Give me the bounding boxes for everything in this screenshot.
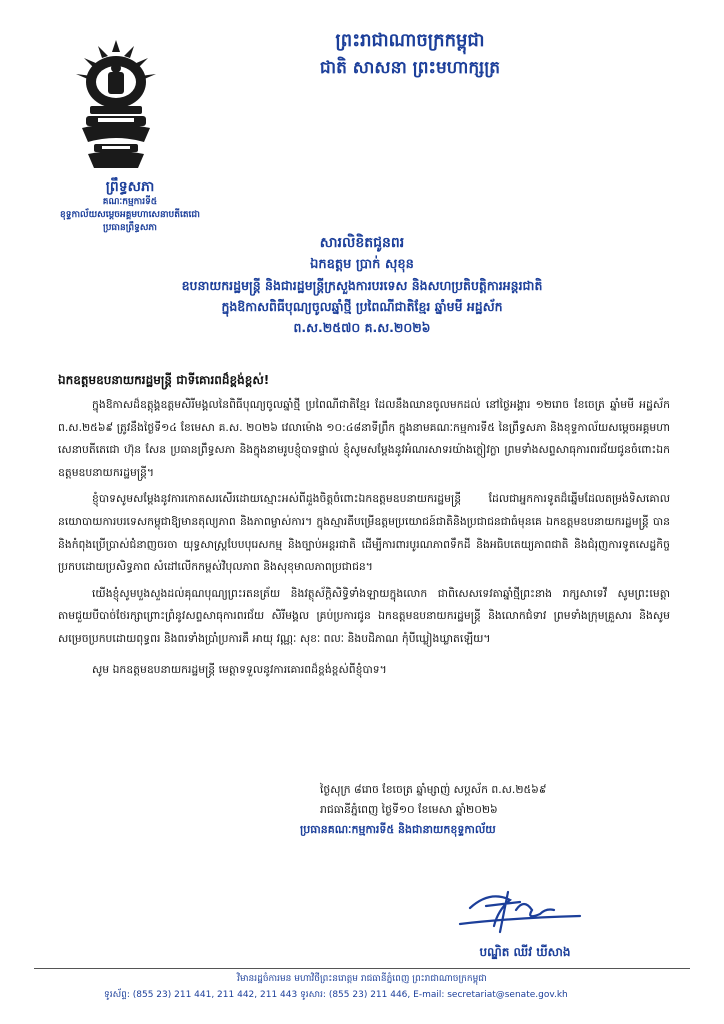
national-motto: ជាតិ សាសនា ព្រះមហាក្សត្រ	[319, 58, 501, 78]
footer-divider	[34, 968, 690, 969]
title-line-2: ឯកឧត្តម ប្រាក់ សុខុន	[310, 257, 414, 272]
letter-body	[58, 394, 670, 685]
signer-name: បណ្ឌិត ឈីវ ឃីសាង	[479, 945, 571, 959]
letter-title	[60, 232, 664, 338]
cabinet-name: ខុទ្ទកាល័យសម្ដេចអគ្គមហាសេនាបតីតេជោ	[60, 210, 200, 220]
kingdom-heading: ព្រះរាជាណាចក្រកម្ពុជា	[335, 30, 485, 51]
lunar-date: ថ្ងៃសុក្រ ៨រោច ខែចេត្រ ឆ្នាំម្សាញ់ សប្តស័ក ព.ស.២៥៦៩	[320, 783, 547, 796]
signer-title: ប្រធានគណៈកម្មការទី៥ និងជានាយកខុទ្ទកាល័យ	[300, 823, 496, 836]
paragraph-2: ខ្ញុំបាទសូមសម្ដែងនូវការកោតសរសើរដោយស្មោះអស់ពីដួងចិត្តចំពោះឯកឧត្តមឧបនាយករដ្ឋមន្ត្រី ដែលជាអ្នកការទូតដ៏ឆ្នើមដែលតម្រង់ទិសគោលនយោបាយការបរទេសកម្ពុជាឱ្យមានតុល្យភាព និងភាពម្ចាស់ការ។ ក្នុងស្មារតីបម្រើឧត្តមប្រយោជន៍ជាតិនិងប្រជាជនជាធំមុនគេ ឯកឧត្តមឧបនាយករដ្ឋមន្ត្រី បាននិងកំពុងប្រើប្រាស់ជំនាញចរចា យុទ្ធសាស្ត្របែបបុរេសកម្ម និងច្បាប់អន្តរជាតិ ដើម្បីការពារបូរណភាពទឹកដី និងអធិបតេយ្យភាពជាតិ និងជំរុញការទូតសេដ្ឋកិច្ចប្រកបដោយប្រសិទ្ធភាព សំដៅលើកកម្ពស់វិបុលភាព និងសុខុមាលភាពប្រជាជន។	[58, 492, 670, 574]
senate-emblem-icon	[68, 38, 164, 173]
footer-address: វិមានរដ្ឋចំការមន មហាវិថីព្រះនរោត្តម រាជធានីភ្នំពេញ ព្រះរាជាណាចក្រកម្ពុជា	[237, 974, 487, 984]
handwritten-signature	[450, 880, 590, 940]
paragraph-1: ក្នុងឱកាសដ៏ឧត្តុង្គឧត្តមសិរីមង្គលនៃពិធីបុណ្យចូលឆ្នាំថ្មី ប្រពៃណីជាតិខ្មែរ ដែលនឹងឈានចូលមកដល់ នៅថ្ងៃអង្គារ ១២រោច ខែចេត្រ ឆ្នាំមមី អដ្ឋស័ក ព.ស.២៥៦៩ ត្រូវនឹងថ្ងៃទី១៤ ខែមេសា គ.ស. ២០២៦ វេលាម៉ោង ១០:៤៨នាទីព្រឹក ក្នុងនាមគណៈកម្មការទី៥ នៃព្រឹទ្ធសភា និងខុទ្ទកាល័យសម្ដេចអគ្គមហាសេនាបតីតេជោ ហ៊ុន សែន ប្រធានព្រឹទ្ធសភា និងក្នុងនាមរូបខ្ញុំបាទផ្ទាល់ ខ្ញុំសូមសម្ដែងនូវអំណរសាទរយ៉ាងក្លៀវក្លា ព្រមទាំងសព្ទសាធុការពរជ័យជូនចំពោះឯកឧត្តមឧបនាយករដ្ឋមន្ត្រី។	[58, 398, 670, 479]
commission-name: គណៈកម្មការទី៥	[102, 197, 158, 207]
title-line-3: ឧបនាយករដ្ឋមន្ត្រី និងជារដ្ឋមន្ត្រីក្រសួងការបរទេស និងសហប្រតិបត្តិការអន្តរជាតិ	[181, 278, 543, 293]
title-line-4: ក្នុងឱកាសពិធីបុណ្យចូលឆ្នាំថ្មី ប្រពៃណីជាតិខ្មែរ ឆ្នាំមមី អដ្ឋស័ក	[221, 299, 503, 314]
title-line-1: សារលិខិតជូនពរ	[319, 235, 405, 251]
title-line-5: ព.ស.២៥៧០ គ.ស.២០២៦	[293, 320, 431, 335]
senate-letterhead	[30, 178, 230, 235]
senate-president: ប្រធានព្រឹទ្ធសភា	[103, 223, 157, 233]
paragraph-4: សូម ឯកឧត្តមឧបនាយករដ្ឋមន្ត្រី មេត្តាទទួលនូវការគោរពដ៏ខ្ពង់ខ្ពស់ពីខ្ញុំបាទ។	[92, 662, 387, 676]
footer	[34, 971, 690, 1003]
solar-date: រាជធានីភ្នំពេញ ថ្ងៃទី១០ ខែមេសា ឆ្នាំ២០២៦	[320, 803, 498, 816]
footer-contact: ទូរស័ព្ទ: (855 23) 211 441, 211 442, 211 443 ទូរសារ: (855 23) 211 446, E-mail: secretariat@senate.gov.kh	[104, 990, 568, 1000]
senate-name: ព្រឹទ្ធសភា	[105, 179, 155, 195]
date-block	[300, 780, 670, 840]
paragraph-3: យើងខ្ញុំសូមបួងសួងដល់គុណបុណ្យព្រះរតនត្រ័យ និងវត្ថុស័ក្តិសិទ្ធិទាំងឡាយក្នុងលោក ជាពិសេសទេវតាឆ្នាំថ្មីព្រះនាង រាក្សសាទេវី សូមព្រះមេត្តាតាមជួយបីបាច់ថែរក្សាព្រោះព្រំនូវសព្ទសាធុការពរជ័យ សិរីមង្គល គ្រប់ប្រការជូន ឯកឧត្តមឧបនាយករដ្ឋមន្ត្រី និងលោកជំទាវ ព្រមទាំងក្រុមគ្រួសារ និងសូមសម្រេចប្រកបដោយពុទ្ធពរ និងពរទាំងប្រាំប្រការគឺ អាយុ វណ្ណៈ សុខៈ ពលៈ និងបដិភាណ កុំបីឃ្លៀងឃ្លាតឡើយ។	[58, 586, 670, 645]
salutation: ឯកឧត្តមឧបនាយករដ្ឋមន្ត្រី ជាទីគោរពដ៏ខ្ពង់ខ្ពស់!	[58, 373, 270, 387]
